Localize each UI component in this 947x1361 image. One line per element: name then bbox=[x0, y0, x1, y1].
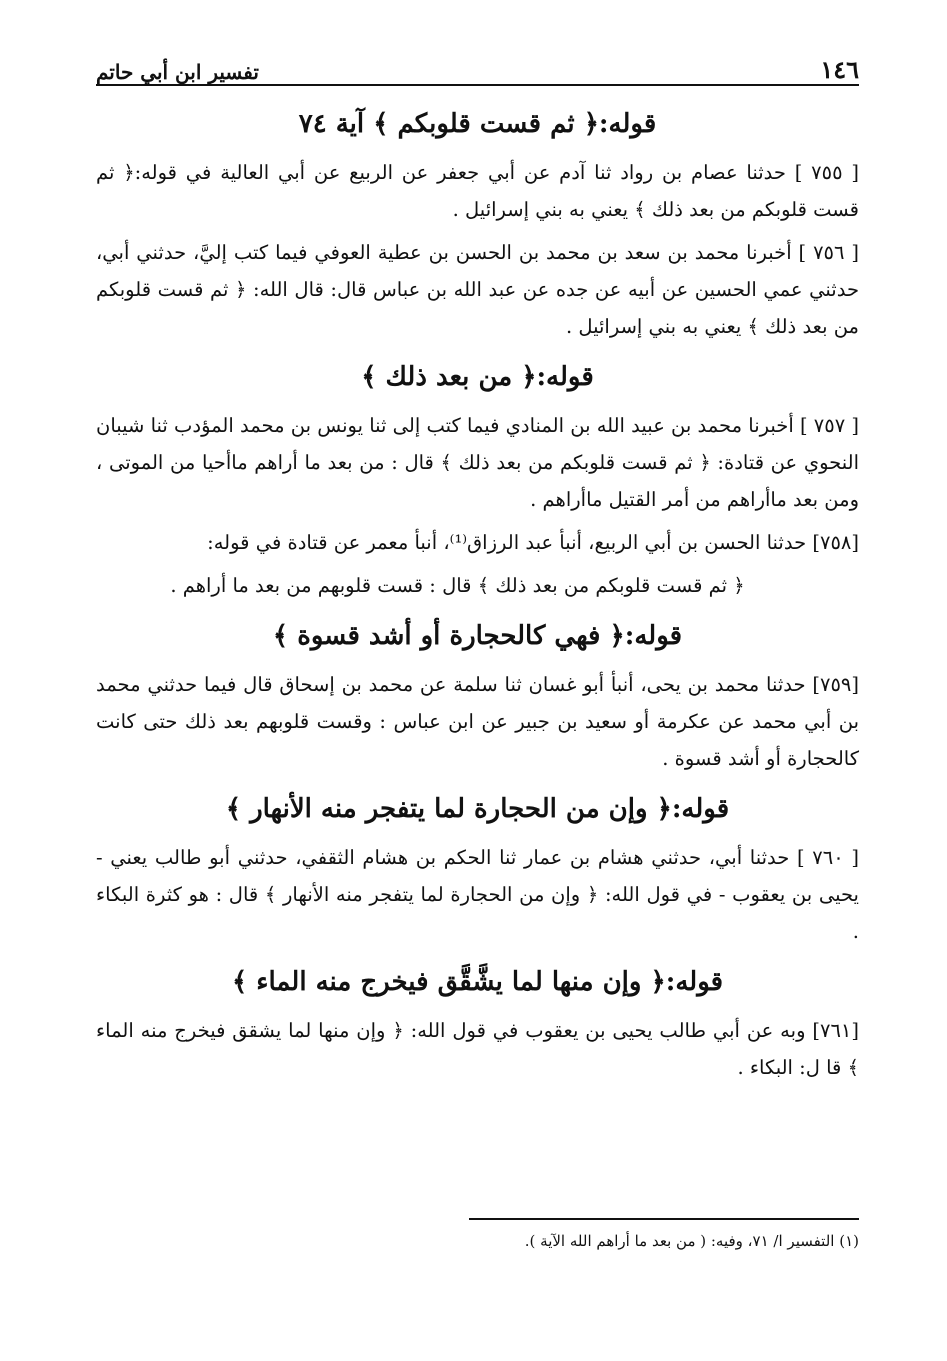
section-min-bad-dhalik bbox=[96, 355, 859, 604]
section-heading: قوله:﴿ وإن منها لما يشَّقَّق فيخرج منه الماء ﴾ bbox=[231, 967, 724, 997]
footnote-1: (١) التفسير ا/ ٧١، وفيه: ( من بعد ما أراهم الله الآية ). bbox=[524, 1232, 859, 1250]
page-number: ١٤٦ bbox=[820, 55, 859, 84]
section-yashaqqaq bbox=[96, 960, 859, 1086]
narration-761: [٧٦١] وبه عن أبي طالب يحيى بن يعقوب في قول الله: ﴿ وإن منها لما يشقق فيخرج منه الماء ﴾ قا ل: البكاء . bbox=[96, 1019, 860, 1079]
narration-758: [٧٥٨] حدثنا الحسن بن أبي الربيع، أنبأ عبد الرزاق⁽¹⁾، أنبأ معمر عن قتادة في قوله: bbox=[207, 531, 859, 554]
page-body bbox=[96, 86, 859, 1086]
narration-757: [ ٧٥٧ ] أخبرنا محمد بن عبيد الله بن المنادي فيما كتب إلى ثنا يونس بن محمد المؤدب ثنا شيبان النحوي عن قتادة: ﴿ ثم قست قلوبكم من بعد ذلك ﴾ قال : من بعد ما أراهم ماأحيا من الموتى ، ومن بعد ماأراهم من أمر القتيل ماأراهم . bbox=[96, 414, 860, 511]
footnotes bbox=[96, 1218, 859, 1256]
book-title: تفسير ابن أبي حاتم bbox=[96, 60, 259, 84]
narration-756: [ ٧٥٦ ] أخبرنا محمد بن سعد بن محمد بن الحسن بن عطية العوفي فيما كتب إليَّ، حدثني أبي، حدثني عمي الحسين عن أبيه عن جده عن عبد الله بن عباس قال: قال الله: ﴿ ثم قست قلوبكم من بعد ذلك ﴾ يعني به بني إسرائيل . bbox=[96, 241, 859, 338]
narration-760: [ ٧٦٠ ] حدثنا أبي، حدثني هشام بن عمار ثنا الحكم بن هشام الثقفي، حدثني أبو طالب يعني - يحيى بن يعقوب - في قول الله: ﴿ وإن من الحجارة لما يتفجر منه الأنهار ﴾ قال : هو كثرة البكاء . bbox=[96, 846, 859, 943]
section-heading: قوله:﴿ ثم قست قلوبكم ﴾ آية ٧٤ bbox=[298, 109, 657, 139]
section-al-anhar bbox=[96, 787, 859, 950]
section-heading: قوله:﴿ وإن من الحجارة لما يتفجر منه الأنهار ﴾ bbox=[225, 794, 730, 824]
footnote-divider bbox=[469, 1218, 859, 1220]
section-verse-74 bbox=[96, 102, 859, 345]
narration-759: [٧٥٩] حدثنا محمد بن يحى، أنبأ أبو غسان ثنا سلمة عن محمد بن إسحاق قال فيما حدثني محمد بن أبي محمد عن عكرمة أو سعيد بن جبير عن ابن عباس : وقست قلوبهم بعد ذلك حتى كانت كالحجارة أو أشد قسوة . bbox=[96, 673, 859, 770]
section-heading: قوله:﴿ من بعد ذلك ﴾ bbox=[361, 362, 594, 392]
section-kal-hijara bbox=[96, 614, 859, 777]
narration-755: [ ٧٥٥ ] حدثنا عصام بن رواد ثنا آدم عن أبي جعفر عن الربيع عن أبي العالية في قوله:﴿ ثم قست قلوبكم من بعد ذلك ﴾ يعني به بني إسرائيل . bbox=[96, 161, 859, 221]
quoted-verse: ﴿ ثم قست قلوبكم من بعد ذلك ﴾ قال : قست قلوبهم من بعد ما أراهم . bbox=[170, 574, 745, 597]
section-heading: قوله:﴿ فهي كالحجارة أو أشد قسوة ﴾ bbox=[272, 621, 683, 651]
running-header bbox=[96, 40, 859, 86]
